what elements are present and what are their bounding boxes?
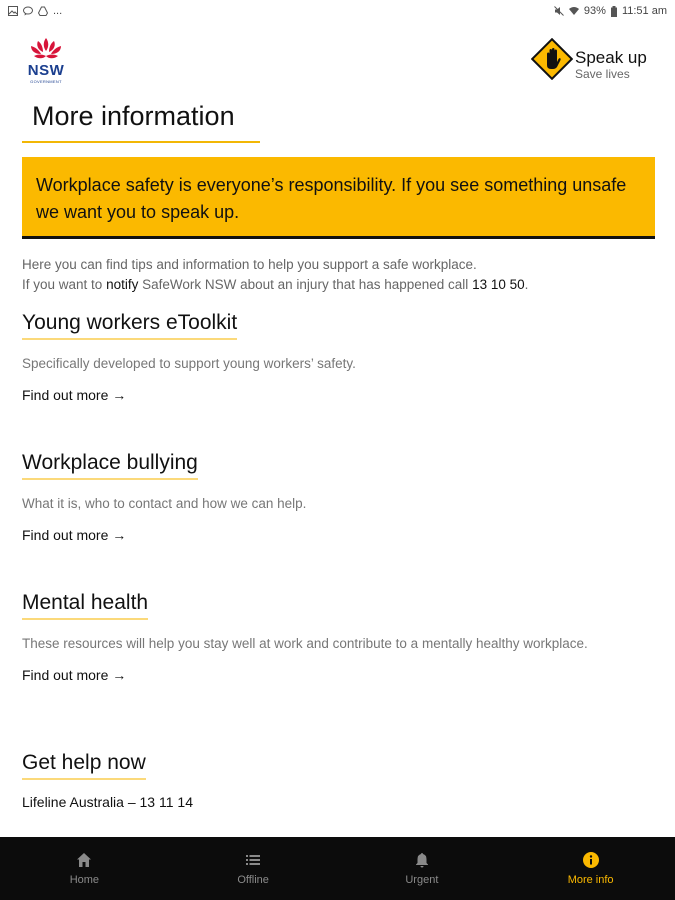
speak-up-subtitle: Save lives	[575, 67, 630, 81]
section-mental-health	[22, 591, 652, 683]
waratah-icon	[22, 36, 70, 64]
nav-offline[interactable]	[169, 837, 338, 900]
section-young-workers	[22, 311, 652, 403]
bell-icon	[413, 851, 431, 869]
section-title: Workplace bullying	[22, 451, 198, 480]
chat-icon	[23, 6, 33, 16]
intro-prefix: If you want to	[22, 277, 103, 292]
nav-urgent[interactable]	[338, 837, 507, 900]
section-workplace-bullying	[22, 451, 652, 543]
nav-more-info-label: More info	[567, 874, 614, 886]
safety-banner: Workplace safety is everyone’s responsibility. If you see something unsafe we want you to speak up.	[22, 157, 655, 239]
find-out-more-bullying-link[interactable]: Find out more →	[22, 527, 127, 543]
lifeline-phone-link[interactable]: Lifeline Australia – 13 11 14	[22, 794, 193, 810]
section-title: Get help now	[22, 751, 146, 780]
section-get-help-now	[22, 751, 652, 810]
intro-line-1: Here you can find tips and information to help you support a safe workplace.	[22, 257, 477, 272]
clock: 11:51 am	[621, 5, 667, 17]
intro-suffix: .	[524, 277, 529, 292]
home-icon	[75, 851, 93, 869]
app-header	[0, 30, 675, 90]
speak-up-title: Speak up	[575, 48, 647, 67]
section-description: These resources will help you stay well at work and contribute to a mentally healthy workplace.	[22, 636, 588, 651]
intro-line-2	[22, 275, 652, 295]
wifi-icon	[569, 6, 579, 16]
safework-phone-number[interactable]: 13 10 50	[472, 277, 525, 292]
gallery-icon	[8, 6, 18, 16]
status-bar	[0, 0, 675, 24]
battery-icon	[611, 6, 617, 17]
find-out-more-mental-health-link[interactable]: Find out more →	[22, 667, 127, 683]
section-title: Young workers eToolkit	[22, 311, 237, 340]
section-description: Specifically developed to support young workers’ safety.	[22, 356, 356, 371]
nav-more-info[interactable]	[506, 837, 675, 900]
speak-up-logo	[531, 38, 657, 82]
nsw-government-logo	[22, 36, 74, 88]
mute-icon	[554, 6, 564, 16]
nsw-logo-subtext: GOVERNMENT	[30, 79, 62, 84]
nav-home-label: Home	[69, 874, 100, 886]
nav-home[interactable]	[0, 837, 169, 900]
drive-icon	[38, 6, 48, 16]
section-description: What it is, who to contact and how we can help.	[22, 496, 307, 511]
info-icon	[582, 851, 600, 869]
find-out-more-young-workers-link[interactable]: Find out more →	[22, 387, 127, 403]
bottom-navigation	[0, 837, 675, 900]
page-title: More information	[32, 101, 235, 131]
intro-text	[22, 255, 652, 295]
section-title: Mental health	[22, 591, 148, 620]
title-underline	[22, 141, 260, 143]
list-icon	[244, 851, 262, 869]
nav-urgent-label: Urgent	[405, 874, 439, 886]
nav-offline-label: Offline	[237, 874, 269, 886]
notify-word: notify	[106, 277, 139, 292]
stop-hand-icon	[531, 38, 573, 80]
nsw-logo-text: NSW	[27, 62, 65, 79]
notification-overflow: ...	[53, 5, 63, 17]
intro-middle: SafeWork NSW about an injury that has happened call	[142, 277, 469, 292]
battery-percent: 93%	[583, 5, 606, 17]
